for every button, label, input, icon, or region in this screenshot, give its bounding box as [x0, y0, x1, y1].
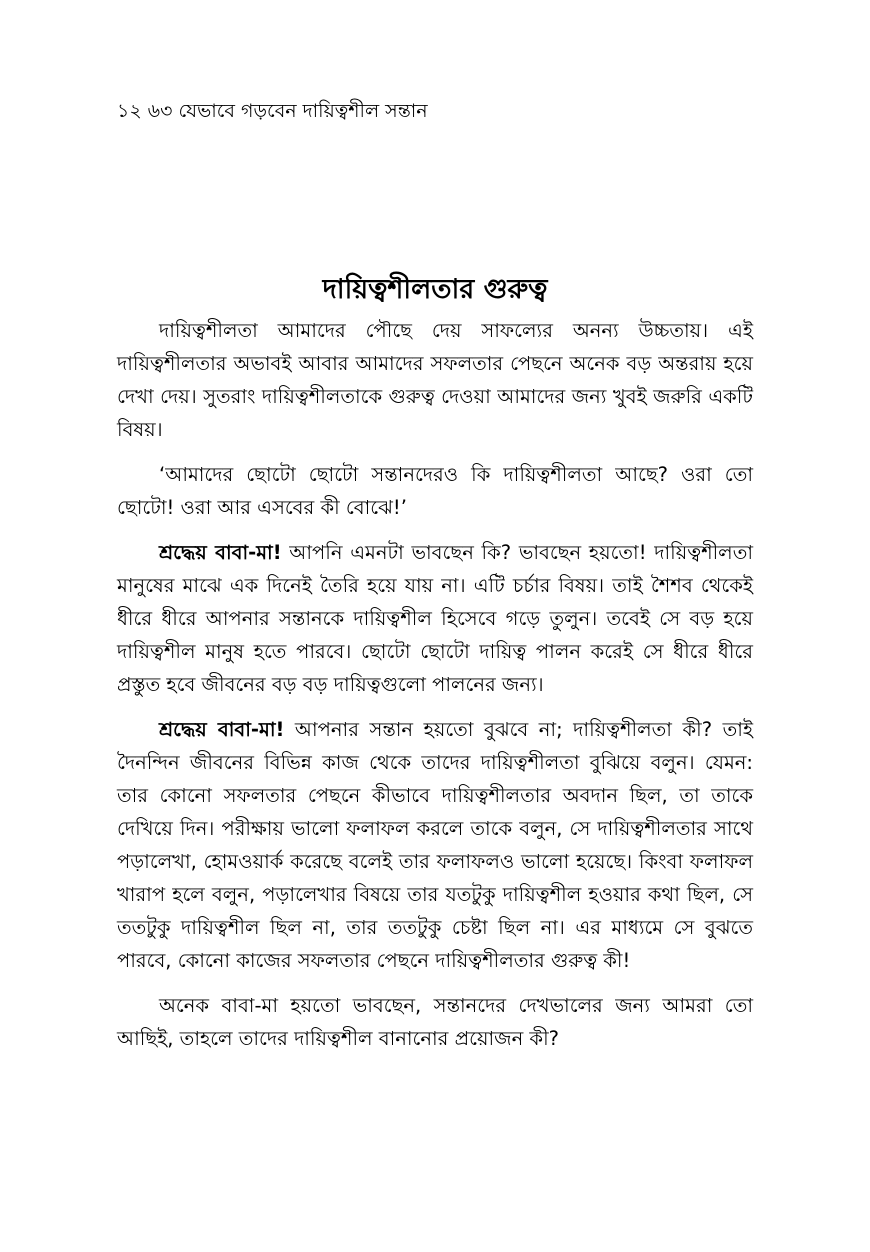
paragraph-3 — [117, 536, 753, 701]
paragraph-5 — [117, 989, 753, 1055]
running-header: ১২ ৬৩ যেভাবে গড়বেন দায়িত্বশীল সন্তান — [117, 100, 428, 122]
paragraph-text: অনেক বাবা-মা হয়তো ভাবছেন, সন্তানদের দেখভালের জন্য আমরা তো আছিই, তাহলে তাদের দায়িত্বশীল বানানোর প্রয়োজন কী? — [117, 994, 753, 1050]
paragraph-4 — [117, 713, 753, 977]
paragraph-1 — [117, 314, 753, 446]
paragraph-text: দায়িত্বশীলতা আমাদের পৌছে দেয় সাফল্যের অনন্য উচ্চতায়। এই দায়িত্বশীলতার অভাবই আবার আমাদের সফলতার পেছনে অনেক বড় অন্তরায় হয়ে দেখা দেয়। সুতরাং দায়িত্বশীলতাকে গুরুত্ব দেওয়া আমাদের জন্য খুবই জরুরি একটি বিষয়। — [117, 319, 753, 441]
paragraph-text: ‘আমাদের ছোটো ছোটো সন্তানদেরও কি দায়িত্বশীলতা আছে? ওরা তো ছোটো! ওরা আর এসবের কী বোঝে!’ — [117, 463, 753, 519]
paragraph-lead: শ্রদ্ধেয় বাবা-মা! — [159, 718, 285, 741]
paragraph-2 — [117, 458, 753, 524]
paragraph-text: আপনি এমনটা ভাবছেন কি? ভাবছেন হয়তো! দায়িত্বশীলতা মানুষের মাঝে এক দিনেই তৈরি হয়ে যায় না। এটি চর্চার বিষয়। তাই শৈশব থেকেই ধীরে ধীরে আপনার সন্তানকে দায়িত্বশীল হিসেবে গড়ে তুলুন। তবেই সে বড় হয়ে দায়িত্বশীল মানুষ হতে পারবে। ছোটো ছোটো দায়িত্ব পালন করেই সে ধীরে ধীরে প্রস্তুত হবে জীবনের বড় বড় দায়িত্বগুলো পালনের জন্য। — [117, 541, 754, 696]
body-text — [117, 314, 753, 1067]
paragraph-text: আপনার সন্তান হয়তো বুঝবে না; দায়িত্বশীলতা কী? তাই দৈনন্দিন জীবনের বিভিন্ন কাজ থেকে তাদের দায়িত্বশীলতা বুঝিয়ে বলুন। যেমন: তার কোনো সফলতার পেছনে কীভাবে দায়িত্বশীলতার অবদান ছিল, তা তাকে দেখিয়ে দিন। পরীক্ষায় ভালো ফলাফল করলে তাকে বলুন, সে দায়িত্বশীলতার সাথে পড়ালেখা, হোমওয়ার্ক করেছে বলেই তার ফলাফলও ভালো হয়েছে। কিংবা ফলাফল খারাপ হলে বলুন, পড়ালেখার বিষয়ে তার যতটুকু দায়িত্বশীল হওয়ার কথা ছিল, সে ততটুকু দায়িত্বশীল ছিল না, তার ততটুকু চেষ্টা ছিল না। এর মাধ্যমে সে বুঝতে পারবে, কোনো কাজের সফলতার পেছনে দায়িত্বশীলতার গুরুত্ব কী! — [117, 718, 753, 972]
chapter-title: দায়িত্বশীলতার গুরুত্ব — [322, 274, 548, 306]
paragraph-lead: শ্রদ্ধেয় বাবা-মা! — [159, 541, 282, 564]
